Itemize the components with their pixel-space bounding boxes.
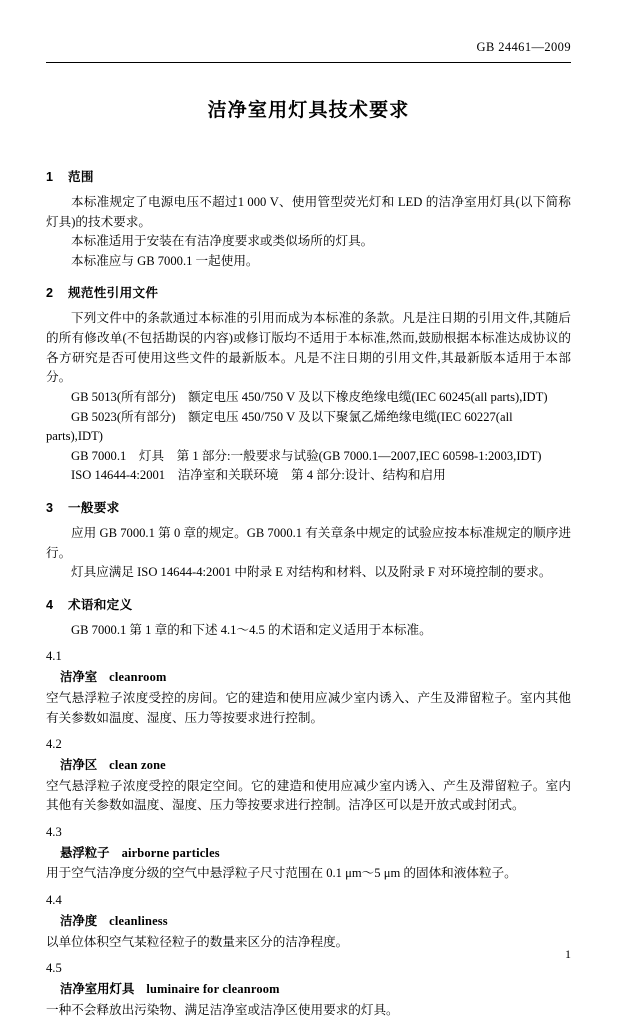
- term-definition-4-2: 空气悬浮粒子浓度受控的限定空间。它的建造和使用应减少室内诱入、产生及滞留粒子。室内其他有关参数如温度、湿度、压力等按要求进行控制。洁净区可以是开放式或封闭式。: [46, 778, 571, 813]
- section-1-paragraph-1: 本标准规定了电源电压不超过1 000 V、使用管型荧光灯和 LED 的洁净室用灯具(以下简称灯具)的技术要求。: [46, 194, 571, 229]
- term-title-4-3: [46, 844, 571, 864]
- term-title-4-2: [46, 756, 571, 776]
- section-4-paragraph-1: GB 7000.1 第 1 章的和下述 4.1～4.5 的术语和定义适用于本标准。: [71, 622, 432, 637]
- term-number-4-4: 4.4: [46, 893, 62, 908]
- section-title-4: 术语和定义: [68, 597, 133, 612]
- page-number: 1: [565, 947, 571, 961]
- document-body: [46, 155, 571, 1020]
- term-definition-4-4: 以单位体积空气某粒径粒子的数量来区分的洁净程度。: [46, 934, 349, 949]
- section-heading-3: [46, 499, 571, 519]
- term-en-4-5: luminaire for cleanroom: [146, 982, 280, 997]
- section-heading-1: [46, 168, 571, 188]
- term-en-4-2: clean zone: [109, 758, 166, 773]
- section-1-paragraph-3: 本标准应与 GB 7000.1 一起使用。: [71, 253, 259, 268]
- term-definition-4-5: 一种不会释放出污染物、满足洁净室或洁净区使用要求的灯具。: [46, 1002, 399, 1017]
- reference-item-4: ISO 14644-4:2001 洁净室和关联环境 第 4 部分:设计、结构和启用: [71, 468, 446, 483]
- section-title-1: 范围: [68, 170, 94, 184]
- term-en-4-3: airborne particles: [121, 845, 220, 860]
- section-number-1: 1: [46, 170, 54, 184]
- section-1-paragraph-2: 本标准适用于安装在有洁净度要求或类似场所的灯具。: [71, 234, 374, 249]
- section-heading-2: [46, 284, 571, 304]
- section-title-2: 规范性引用文件: [68, 286, 159, 301]
- term-number-4-2: 4.2: [46, 737, 62, 752]
- header-divider: [46, 62, 571, 63]
- term-title-4-4: [46, 912, 571, 932]
- term-cn-4-4: 洁净度: [60, 914, 98, 928]
- term-definition-4-1: 空气悬浮粒子浓度受控的房间。它的建造和使用应减少室内诱入、产生及滞留粒子。室内其他有关参数如温度、湿度、压力等按要求进行控制。: [46, 690, 571, 725]
- section-heading-4: [46, 596, 571, 616]
- term-cn-4-2: 洁净区: [60, 758, 98, 773]
- term-number-4-5: 4.5: [46, 961, 62, 976]
- term-number-4-3: 4.3: [46, 824, 62, 839]
- term-cn-4-1: 洁净室: [60, 670, 98, 685]
- term-cn-4-5: 洁净室用灯具: [60, 982, 135, 997]
- section-title-3: 一般要求: [68, 501, 120, 516]
- section-number-4: 4: [46, 597, 54, 612]
- section-number-2: 2: [46, 286, 54, 301]
- term-title-4-1: [46, 668, 571, 688]
- term-en-4-1: cleanroom: [109, 670, 167, 685]
- reference-item-3: GB 7000.1 灯具 第 1 部分:一般要求与试验(GB 7000.1—2007,IEC 60598-1:2003,IDT): [71, 448, 542, 463]
- term-number-4-1: 4.1: [46, 649, 62, 664]
- term-cn-4-3: 悬浮粒子: [60, 845, 110, 860]
- reference-item-2: GB 5023(所有部分) 额定电压 450/750 V 及以下聚氯乙烯绝缘电缆(IEC 60227(all parts),IDT): [46, 409, 513, 444]
- term-definition-4-3: 用于空气洁净度分级的空气中悬浮粒子尺寸范围在 0.1 μm～5 μm 的固体和液体粒子。: [46, 866, 517, 881]
- section-number-3: 3: [46, 501, 54, 516]
- section-3-paragraph-2: 灯具应满足 ISO 14644-4:2001 中附录 E 对结构和材料、以及附录 F 对环境控制的要求。: [71, 565, 552, 580]
- term-en-4-4: cleanliness: [109, 914, 168, 928]
- page-title: 洁净室用灯具技术要求: [207, 100, 410, 121]
- page-header-standard-code: GB 24461—2009: [476, 40, 571, 54]
- section-3-paragraph-1: 应用 GB 7000.1 第 0 章的规定。GB 7000.1 有关章条中规定的试验应按本标准规定的顺序进行。: [46, 526, 571, 560]
- section-2-paragraph-1: 下列文件中的条款通过本标准的引用而成为本标准的条款。凡是注日期的引用文件,其随后的所有修改单(不包括勘误的内容)或修订版均不适用于本标准,然而,鼓励根据本标准达成协议的各方研究是否可使用这些文件的最新版本。凡是不注日期的引用文件,其最新版本适用于本部分。: [46, 311, 571, 385]
- reference-item-1: GB 5013(所有部分) 额定电压 450/750 V 及以下橡皮绝缘电缆(IEC 60245(all parts),IDT): [71, 389, 548, 404]
